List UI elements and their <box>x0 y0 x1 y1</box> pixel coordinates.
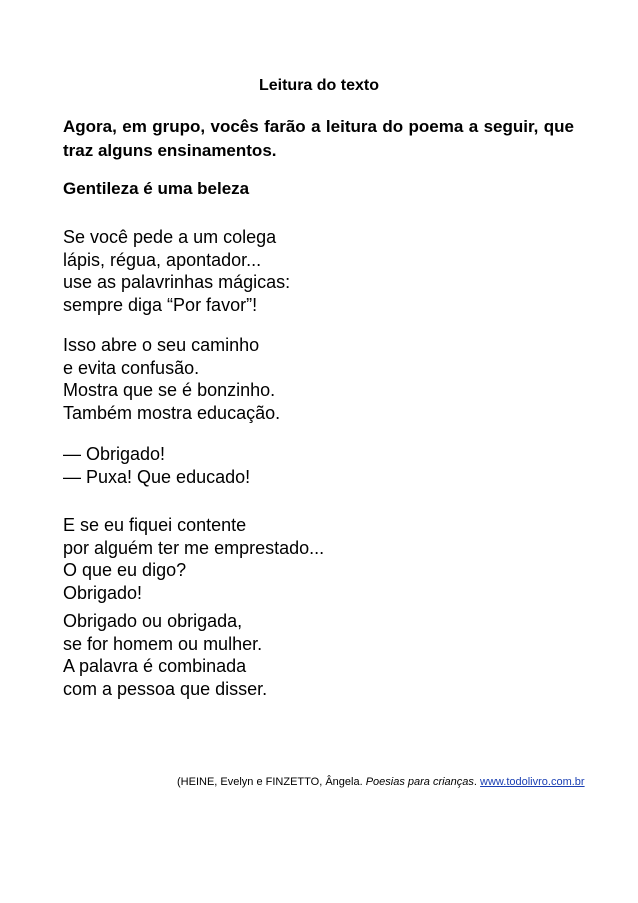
poem-line: Obrigado ou obrigada, <box>63 611 243 631</box>
stanza-2 <box>63 334 280 424</box>
stanza-3 <box>63 443 250 488</box>
poem-line: com a pessoa que disser. <box>63 678 268 699</box>
page-heading: Leitura do texto <box>258 77 379 94</box>
poem-line: use as palavrinhas mágicas: <box>63 272 291 292</box>
intro-paragraph: Agora, em grupo, vocês farão a leitura do poema a seguir, que traz alguns ensinamentos. <box>63 117 574 160</box>
poem-line: Se você pede a um colega <box>63 227 277 247</box>
poem-line: se for homem ou mulher. <box>63 633 263 654</box>
poem-line: e evita confusão. <box>63 357 200 378</box>
citation-link[interactable]: www.todolivro.com.br <box>480 776 585 788</box>
poem-line: — Puxa! Que educado! <box>63 466 251 487</box>
citation <box>177 775 585 789</box>
stanza-1 <box>63 226 290 316</box>
poem-line: Também mostra educação. <box>63 402 281 423</box>
poem-line: por alguém ter me emprestado... <box>63 537 325 558</box>
poem-line: lápis, régua, apontador... <box>63 249 262 270</box>
poem-line: — Obrigado! <box>63 444 166 464</box>
poem-line: Obrigado! <box>63 582 143 603</box>
poem-line: sempre diga “Por favor”! <box>63 294 258 315</box>
stanza-4 <box>63 514 324 604</box>
poem-line: A palavra é combinada <box>63 656 247 676</box>
citation-separator: . <box>473 776 481 788</box>
poem-line: Isso abre o seu caminho <box>63 335 260 355</box>
citation-book-title: Poesias para crianças <box>365 776 474 788</box>
poem-title: Gentileza é uma beleza <box>63 179 250 198</box>
citation-authors: (HEINE, Evelyn e FINZETTO, Ângela. <box>177 776 366 788</box>
poem-line: E se eu fiquei contente <box>63 515 247 535</box>
poem-line: Mostra que se é bonzinho. <box>63 380 276 400</box>
stanza-5 <box>63 610 267 700</box>
poem-line: O que eu digo? <box>63 560 187 580</box>
